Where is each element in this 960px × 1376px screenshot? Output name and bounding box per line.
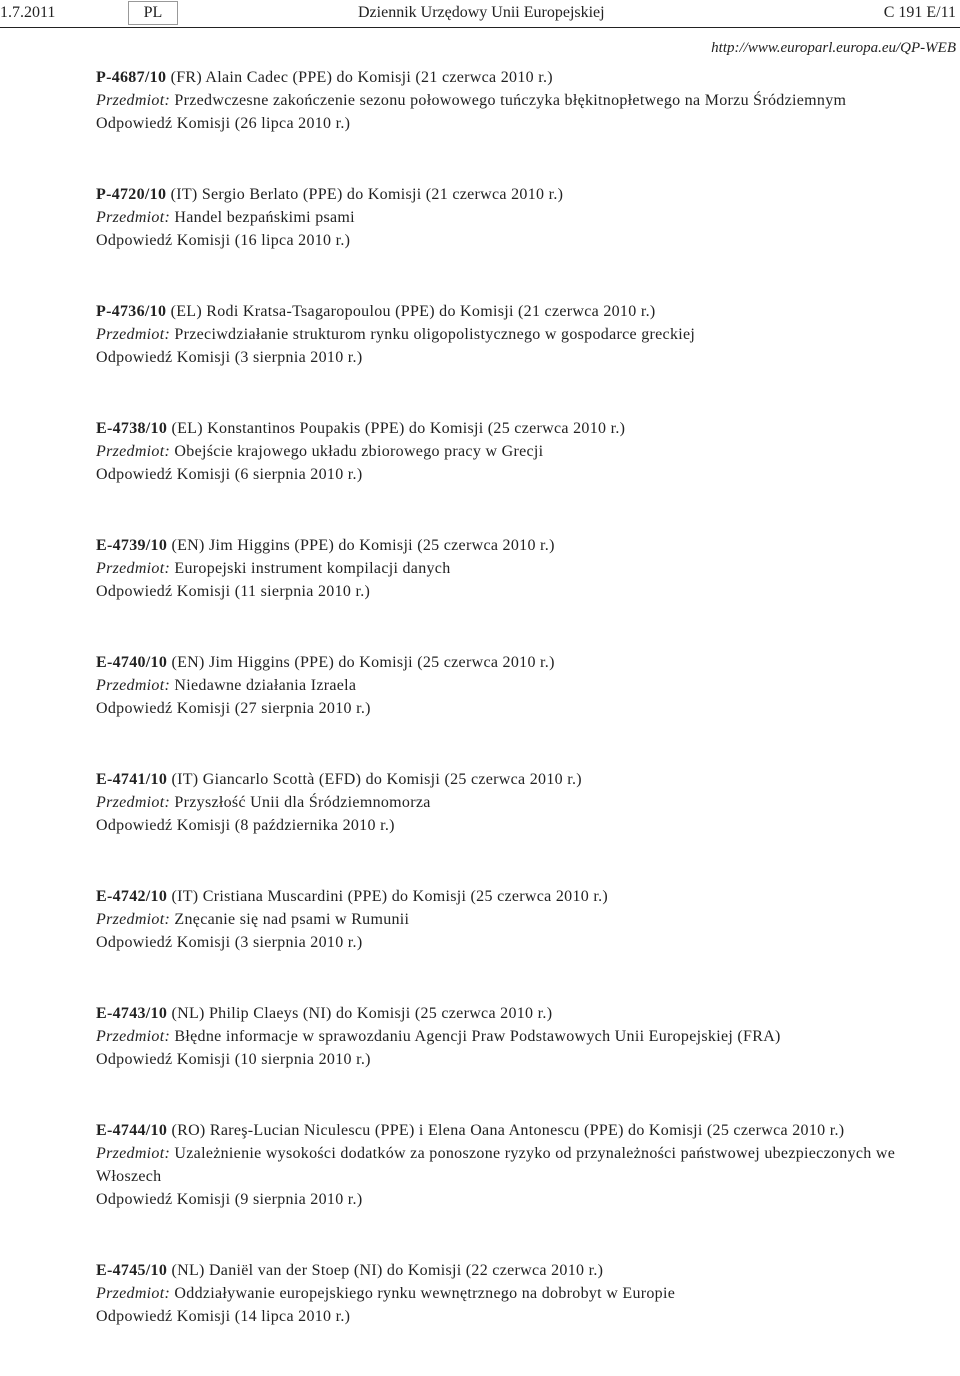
question-author: (NL) Daniël van der Stoep (NI) do Komisji (22 czerwca 2010 r.) — [171, 1262, 604, 1279]
question-reference: E-4744/10 — [96, 1122, 168, 1139]
commission-answer: Odpowiedź Komisji (3 sierpnia 2010 r.) — [96, 934, 363, 951]
subject-label: Przedmiot: — [96, 443, 171, 460]
question-subject — [96, 1142, 936, 1188]
commission-answer: Odpowiedź Komisji (26 lipca 2010 r.) — [96, 115, 351, 132]
question-author: (IT) Cristiana Muscardini (PPE) do Komisji (25 czerwca 2010 r.) — [171, 888, 609, 905]
header-rule — [0, 27, 960, 28]
question-reference: E-4738/10 — [96, 420, 168, 437]
subject-text: Przyszłość Unii dla Śródziemnomorza — [174, 794, 431, 811]
question-entry — [96, 651, 936, 720]
subject-text: Przedwczesne zakończenie sezonu połowowego tuńczyka błękitnopłetwego na Morzu Śródziemnym — [174, 92, 847, 109]
source-url: http://www.europarl.europa.eu/QP-WEB — [711, 40, 956, 56]
commission-answer: Odpowiedź Komisji (16 lipca 2010 r.) — [96, 232, 351, 249]
question-heading — [96, 417, 936, 440]
question-subject — [96, 206, 936, 229]
subject-label: Przedmiot: — [96, 1285, 171, 1302]
question-heading — [96, 768, 936, 791]
question-entry — [96, 66, 936, 135]
question-author: (IT) Sergio Berlato (PPE) do Komisji (21 czerwca 2010 r.) — [170, 186, 564, 203]
question-subject — [96, 89, 936, 112]
question-reference: E-4745/10 — [96, 1262, 168, 1279]
question-reference: P-4720/10 — [96, 186, 167, 203]
publication-date: 1.7.2011 — [0, 4, 56, 21]
question-heading — [96, 1002, 936, 1025]
question-subject — [96, 908, 936, 931]
question-heading — [96, 1259, 936, 1282]
question-entry — [96, 768, 936, 837]
commission-answer: Odpowiedź Komisji (8 października 2010 r.) — [96, 817, 395, 834]
question-entry — [96, 300, 936, 369]
question-subject — [96, 674, 936, 697]
commission-answer: Odpowiedź Komisji (6 sierpnia 2010 r.) — [96, 466, 363, 483]
question-reference: E-4739/10 — [96, 537, 168, 554]
question-author: (EL) Konstantinos Poupakis (PPE) do Komisji (25 czerwca 2010 r.) — [171, 420, 626, 437]
question-subject — [96, 557, 936, 580]
subject-text: Oddziaływanie europejskiego rynku wewnętrznego na dobrobyt w Europie — [174, 1285, 676, 1302]
commission-answer: Odpowiedź Komisji (27 sierpnia 2010 r.) — [96, 700, 371, 717]
question-subject — [96, 1282, 936, 1305]
question-entry — [96, 885, 936, 954]
question-heading — [96, 1119, 936, 1142]
subject-text: Uzależnienie wysokości dodatków za ponoszone ryzyko od przynależności państwowej ubezpieczonych we Włoszech — [96, 1145, 896, 1185]
question-reference: P-4736/10 — [96, 303, 167, 320]
subject-text: Niedawne działania Izraela — [174, 677, 357, 694]
question-reference: E-4741/10 — [96, 771, 168, 788]
question-entry — [96, 1119, 936, 1211]
subject-label: Przedmiot: — [96, 326, 171, 343]
question-subject — [96, 440, 936, 463]
question-author: (RO) Rareş-Lucian Niculescu (PPE) i Elena Oana Antonescu (PPE) do Komisji (25 czerwca 2010 r.) — [171, 1122, 845, 1139]
subject-text: Przeciwdziałanie strukturom rynku oligopolistycznego w gospodarce greckiej — [174, 326, 696, 343]
question-entry — [96, 1259, 936, 1328]
question-heading — [96, 534, 936, 557]
question-subject — [96, 323, 936, 346]
subject-label: Przedmiot: — [96, 677, 171, 694]
page-header — [0, 0, 960, 26]
question-author: (EL) Rodi Kratsa-Tsagaropoulou (PPE) do Komisji (21 czerwca 2010 r.) — [170, 303, 656, 320]
question-reference: E-4742/10 — [96, 888, 168, 905]
question-entry — [96, 183, 936, 252]
question-entry — [96, 1002, 936, 1071]
subject-text: Znęcanie się nad psami w Rumunii — [174, 911, 410, 928]
question-subject — [96, 791, 936, 814]
subject-label: Przedmiot: — [96, 560, 171, 577]
commission-answer: Odpowiedź Komisji (11 sierpnia 2010 r.) — [96, 583, 371, 600]
subject-text: Europejski instrument kompilacji danych — [174, 560, 451, 577]
subject-label: Przedmiot: — [96, 1028, 171, 1045]
question-heading — [96, 183, 936, 206]
question-author: (EN) Jim Higgins (PPE) do Komisji (25 czerwca 2010 r.) — [171, 537, 555, 554]
language-code-box: PL — [128, 1, 178, 25]
question-author: (NL) Philip Claeys (NI) do Komisji (25 czerwca 2010 r.) — [171, 1005, 553, 1022]
question-heading — [96, 885, 936, 908]
subject-text: Handel bezpańskimi psami — [174, 209, 355, 226]
page-reference: C 191 E/11 — [883, 4, 956, 21]
commission-answer: Odpowiedź Komisji (9 sierpnia 2010 r.) — [96, 1191, 363, 1208]
question-heading — [96, 66, 936, 89]
commission-answer: Odpowiedź Komisji (14 lipca 2010 r.) — [96, 1308, 351, 1325]
question-author: (IT) Giancarlo Scottà (EFD) do Komisji (25 czerwca 2010 r.) — [171, 771, 582, 788]
commission-answer: Odpowiedź Komisji (3 sierpnia 2010 r.) — [96, 349, 363, 366]
subject-label: Przedmiot: — [96, 1145, 171, 1162]
subject-text: Obejście krajowego układu zbiorowego pracy w Grecji — [174, 443, 544, 460]
journal-title: Dziennik Urzędowy Unii Europejskiej — [358, 4, 605, 21]
question-reference: E-4740/10 — [96, 654, 168, 671]
subject-label: Przedmiot: — [96, 209, 171, 226]
question-author: (FR) Alain Cadec (PPE) do Komisji (21 czerwca 2010 r.) — [170, 69, 553, 86]
subject-text: Błędne informacje w sprawozdaniu Agencji Praw Podstawowych Unii Europejskiej (FRA) — [174, 1028, 781, 1045]
question-entry — [96, 417, 936, 486]
commission-answer: Odpowiedź Komisji (10 sierpnia 2010 r.) — [96, 1051, 371, 1068]
subject-label: Przedmiot: — [96, 911, 171, 928]
question-reference: E-4743/10 — [96, 1005, 168, 1022]
question-subject — [96, 1025, 936, 1048]
question-reference: P-4687/10 — [96, 69, 167, 86]
subject-label: Przedmiot: — [96, 92, 171, 109]
question-list — [96, 66, 936, 1376]
question-heading — [96, 300, 936, 323]
subject-label: Przedmiot: — [96, 794, 171, 811]
question-entry — [96, 534, 936, 603]
question-author: (EN) Jim Higgins (PPE) do Komisji (25 czerwca 2010 r.) — [171, 654, 555, 671]
question-heading — [96, 651, 936, 674]
